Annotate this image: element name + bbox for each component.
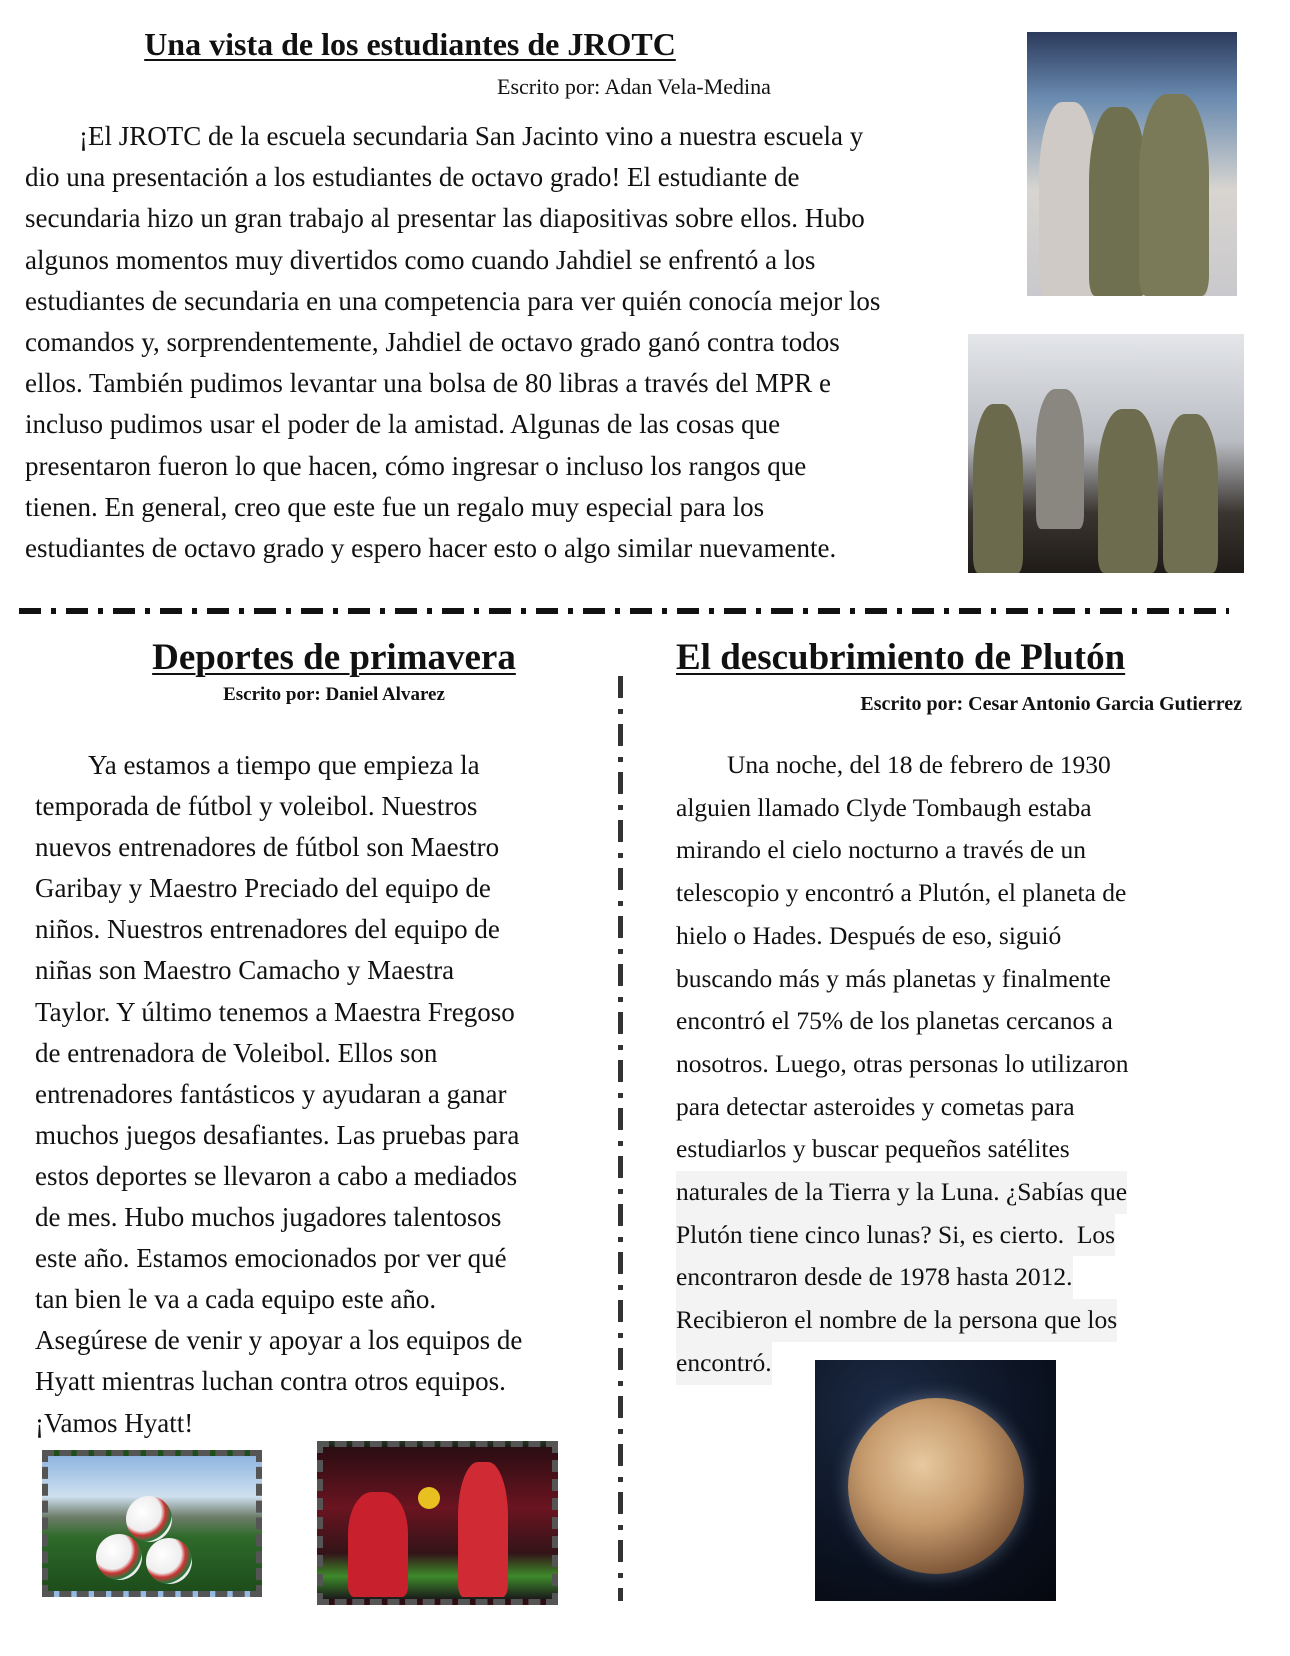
text-line: tan bien le va a cada equipo este año. (35, 1284, 437, 1315)
jrotc-article-body (25, 116, 880, 569)
text-line: secundaria hizo un gran trabajo al presentar las diapositivas sobre ellos. Hubo (25, 203, 865, 234)
text-line: Una noche, del 18 de febrero de 1930 (676, 750, 1111, 779)
text-line: para detectar asteroides y cometas para (676, 1091, 1075, 1121)
text-line: encontraron desde de 1978 hasta 2012. (676, 1256, 1073, 1299)
text-line: nosotros. Luego, otras personas lo utilizaron (676, 1048, 1129, 1078)
text-line: Ya estamos a tiempo que empieza la (35, 750, 480, 780)
jrotc-students-photo (1027, 32, 1237, 296)
text-line: alguien llamado Clyde Tombaugh estaba (676, 792, 1092, 822)
section-divider-vertical (618, 676, 623, 1601)
text-line: encontró. (676, 1342, 772, 1385)
text-line: estudiantes de octavo grado y espero hacer esto o algo similar nuevamente. (25, 533, 837, 564)
text-line: ¡Vamos Hyatt! (35, 1407, 194, 1438)
text-line: estudiantes de secundaria en una competencia para ver quién conocía mejor los (25, 285, 881, 316)
jrotc-article-byline: Escrito por: Adan Vela-Medina (497, 74, 771, 99)
text-line: Taylor. Y último tenemos a Maestra Fregoso (35, 996, 515, 1027)
sports-article-title: Deportes de primavera (152, 637, 516, 678)
volleyball-players-photo (317, 1441, 558, 1605)
text-line: de mes. Hubo muchos jugadores talentosos (35, 1202, 502, 1233)
text-line: niños. Nuestros entrenadores del equipo de (35, 914, 500, 945)
pluto-article-byline: Escrito por: Cesar Antonio Garcia Gutierrez (860, 693, 1242, 715)
text-line: telescopio y encontró a Plutón, el planeta de (676, 878, 1127, 908)
text-line: incluso pudimos usar el poder de la amistad. Algunas de las cosas que (25, 409, 781, 440)
jrotc-article-title: Una vista de los estudiantes de JROTC (144, 26, 676, 62)
text-line: mirando el cielo nocturno a través de un (676, 835, 1086, 865)
pluto-planet-image (815, 1360, 1056, 1601)
text-line: este año. Estamos emocionados por ver qué (35, 1243, 507, 1274)
jrotc-presentation-photo (968, 334, 1244, 573)
section-divider-horizontal (19, 608, 1229, 614)
text-line: presentaron fueron lo que hacen, cómo ingresar o incluso los rangos que (25, 450, 807, 481)
text-line: entrenadores fantásticos y ayudaran a ganar (35, 1078, 507, 1109)
text-line: tienen. En general, creo que este fue un regalo muy especial para los (25, 491, 765, 522)
text-line: encontró el 75% de los planetas cercanos a (676, 1006, 1113, 1036)
text-line: muchos juegos desafiantes. Las pruebas para (35, 1119, 520, 1150)
text-line: hielo o Hades. Después de eso, siguió (676, 920, 1062, 950)
text-line: ¡El JROTC de la escuela secundaria San Jacinto vino a nuestra escuela y (25, 121, 864, 151)
text-line: niñas son Maestro Camacho y Maestra (35, 955, 455, 986)
text-line: temporada de fútbol y voleibol. Nuestros (35, 791, 478, 822)
text-line: ellos. También pudimos levantar una bolsa de 80 libras a través del MPR e (25, 368, 831, 399)
sports-article-byline: Escrito por: Daniel Alvarez (223, 684, 445, 705)
text-line: nuevos entrenadores de fútbol son Maestro (35, 832, 500, 863)
text-line: dio una presentación a los estudiantes de octavo grado! El estudiante de (25, 162, 800, 193)
sports-article-body (35, 745, 522, 1444)
text-line: Asegúrese de venir y apoyar a los equipos de (35, 1325, 523, 1356)
pluto-article-title: El descubrimiento de Plutón (676, 637, 1126, 678)
pluto-article-body (676, 744, 1129, 1385)
text-line: Recibieron el nombre de la persona que los (676, 1299, 1117, 1342)
text-line: Hyatt mientras luchan contra otros equipos. (35, 1366, 506, 1397)
text-line: estos deportes se llevaron a cabo a mediados (35, 1160, 518, 1191)
text-line: algunos momentos muy divertidos como cuando Jahdiel se enfrentó a los (25, 244, 816, 275)
text-line: de entrenadora de Voleibol. Ellos son (35, 1037, 438, 1068)
text-line: estudiarlos y buscar pequeños satélites (676, 1134, 1070, 1164)
text-line: naturales de la Tierra y la Luna. ¿Sabías que (676, 1171, 1127, 1214)
text-line: Garibay y Maestro Preciado del equipo de (35, 873, 491, 904)
text-line: comandos y, sorprendentemente, Jahdiel de octavo grado ganó contra todos (25, 327, 840, 358)
text-line: Plutón tiene cinco lunas? Si, es cierto. Los (676, 1214, 1115, 1257)
text-line: buscando más y más planetas y finalmente (676, 963, 1111, 993)
soccer-balls-photo (42, 1450, 262, 1597)
